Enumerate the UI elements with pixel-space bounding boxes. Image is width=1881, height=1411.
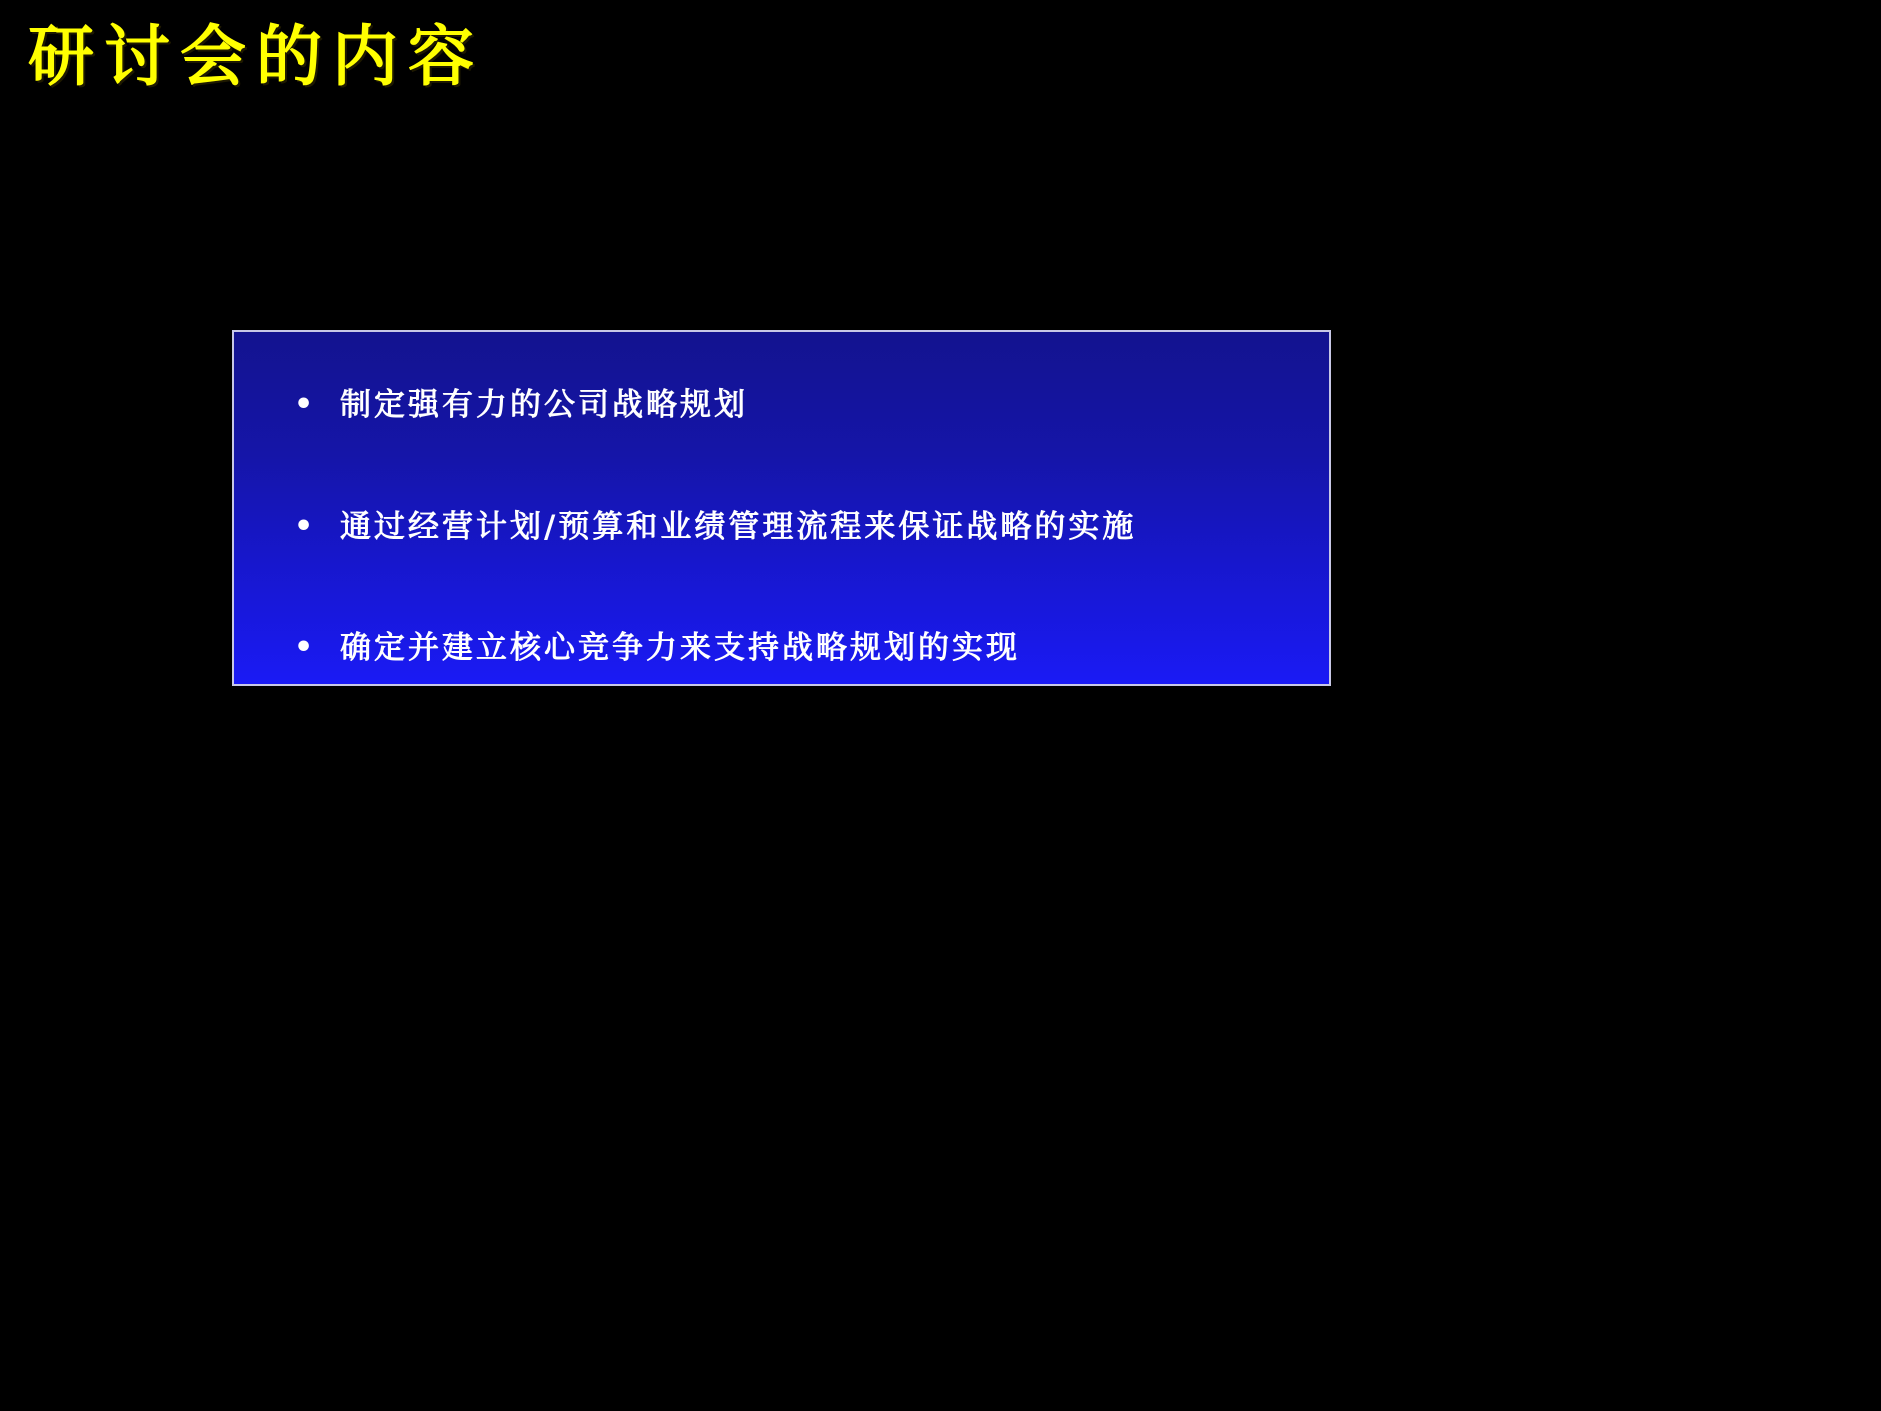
- page-title: 研讨会的内容: [28, 17, 484, 95]
- content-panel: [232, 330, 1331, 686]
- list-item-label: 确定并建立核心竞争力来支持战略规划的实现: [340, 630, 1020, 667]
- list-item-label: 制定强有力的公司战略规划: [340, 387, 748, 423]
- bullet-point-icon: •: [294, 508, 317, 544]
- list-item-label: 通过经营计划/预算和业绩管理流程来保证战略的实施: [340, 508, 1137, 545]
- bullet-list: [234, 332, 1329, 667]
- list-item: [294, 510, 1289, 546]
- bullet-point-icon: •: [294, 630, 317, 666]
- list-item: [294, 631, 1289, 667]
- list-item: [294, 388, 1289, 424]
- bullet-point-icon: •: [294, 387, 317, 422]
